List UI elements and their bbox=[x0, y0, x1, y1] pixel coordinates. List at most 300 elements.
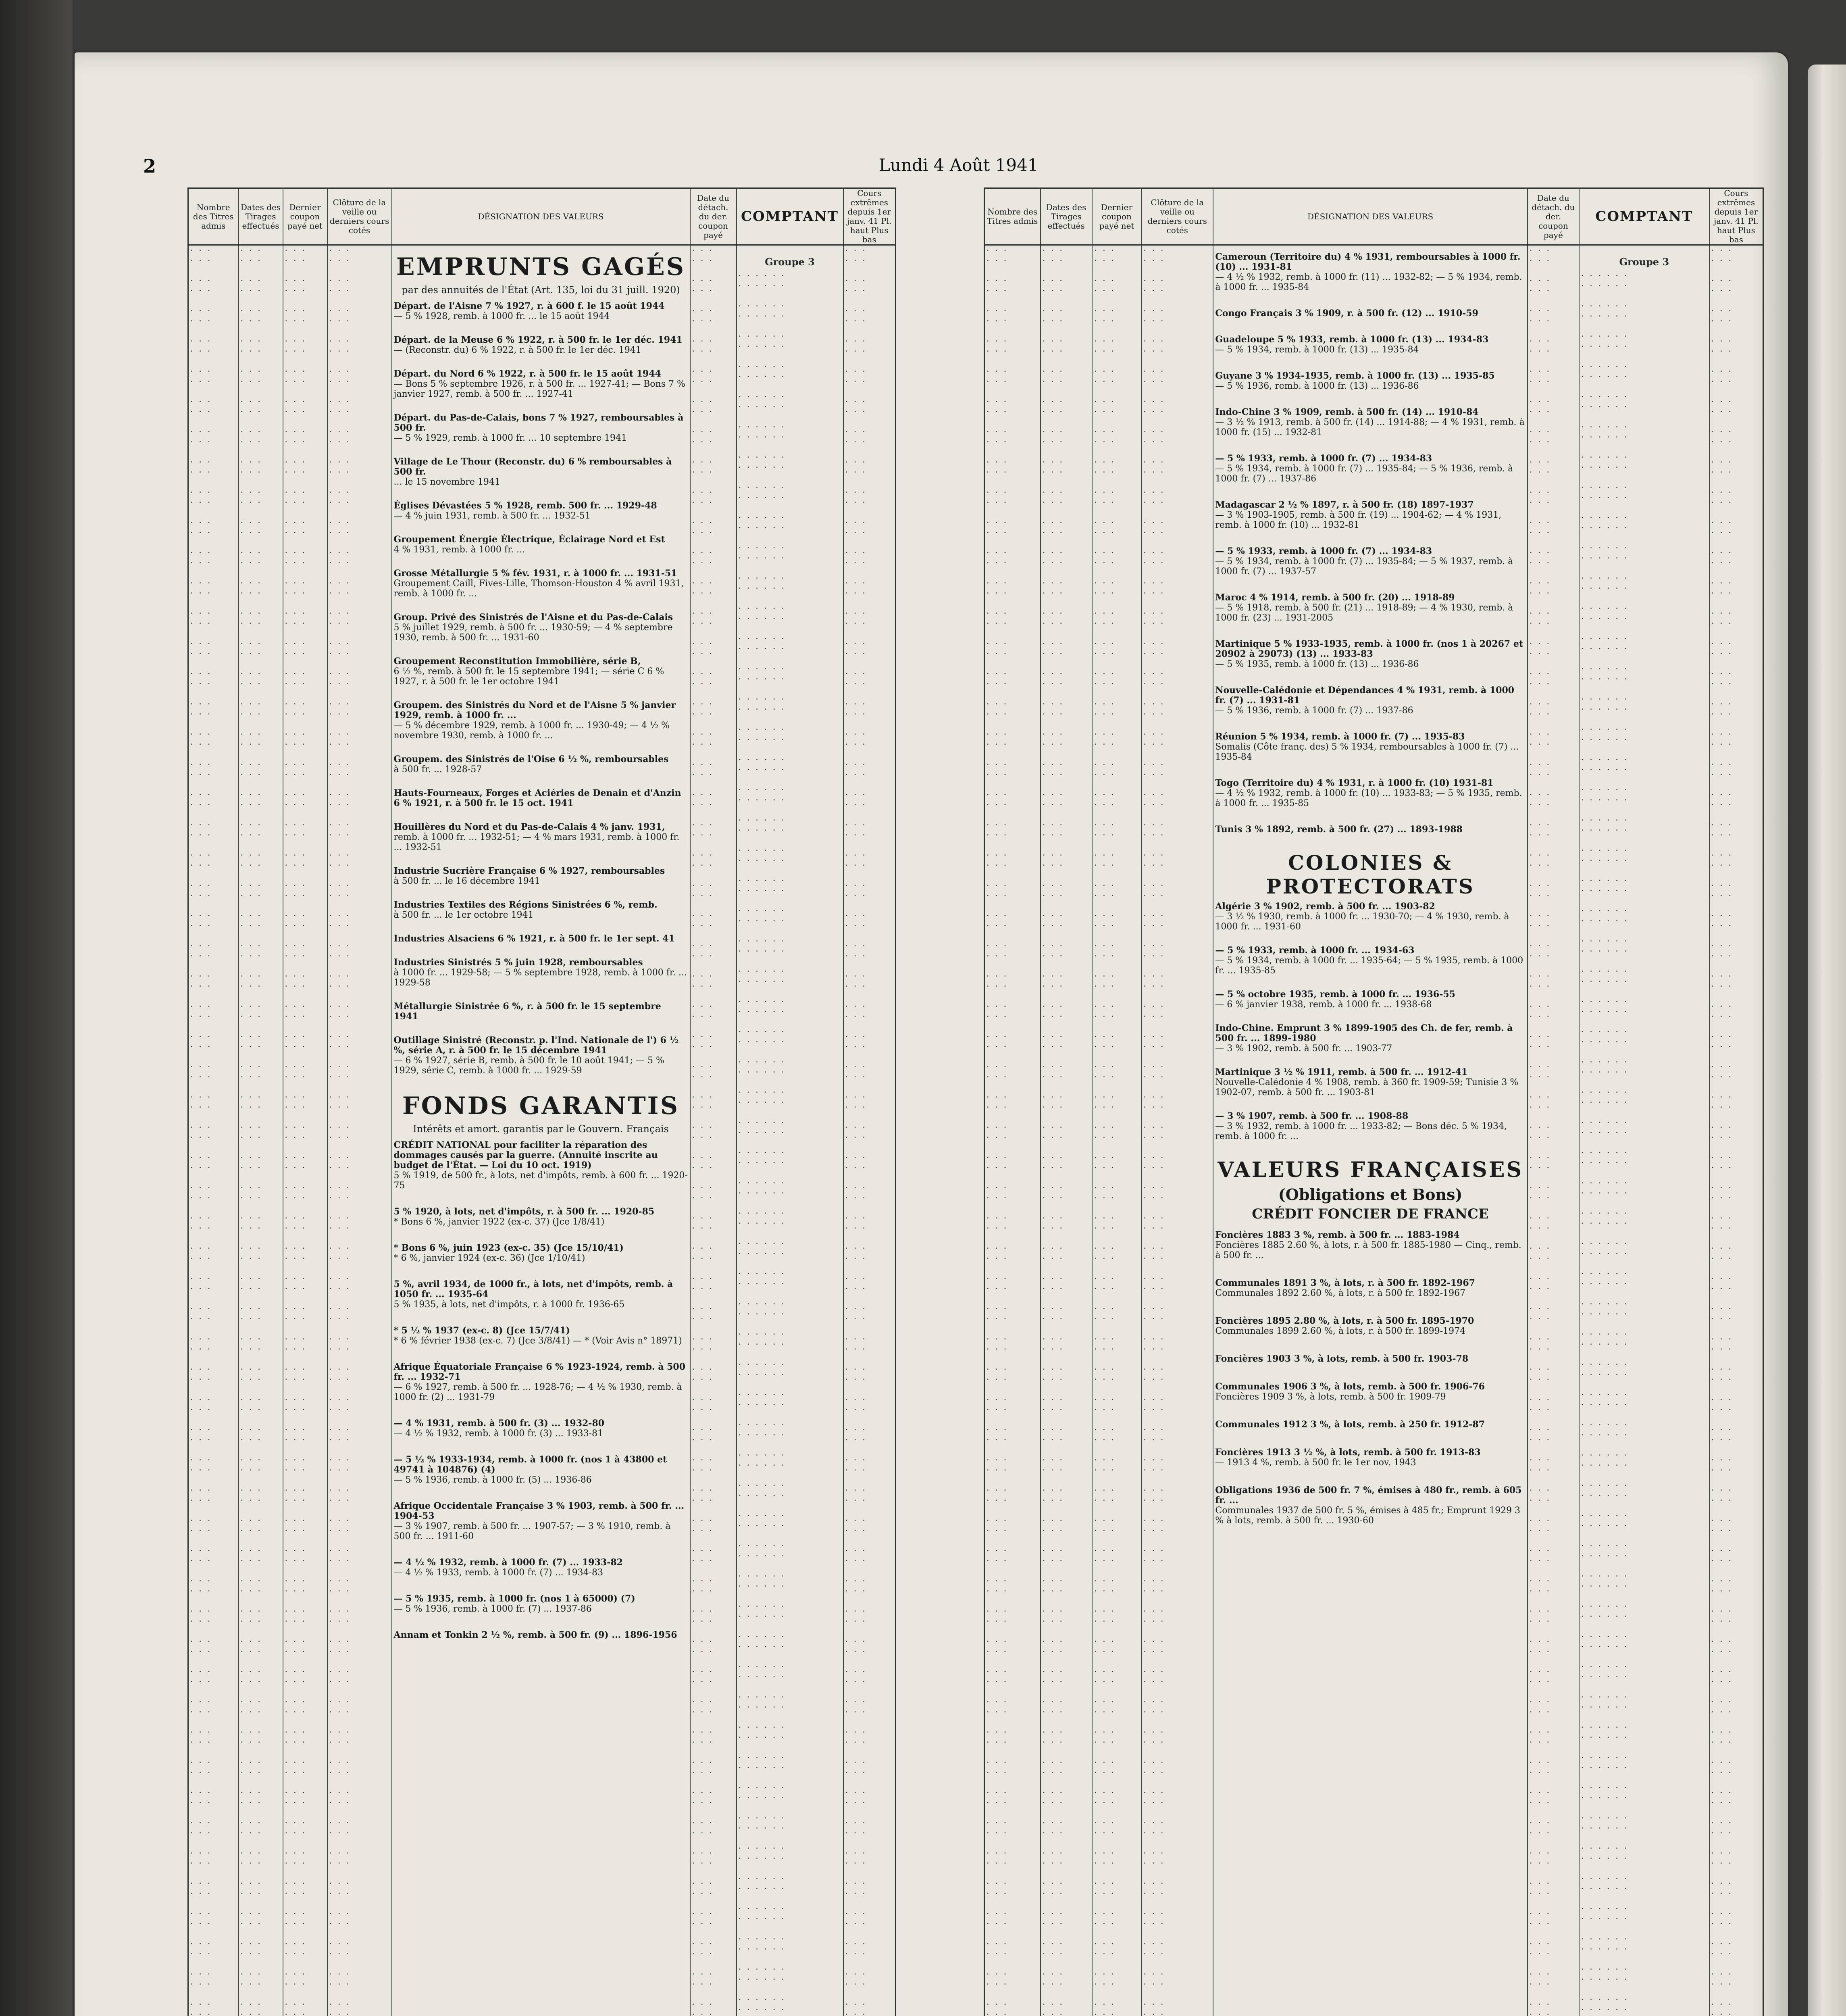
illegible-figure bbox=[986, 1475, 1039, 1485]
illegible-figure: · · · bbox=[986, 578, 1008, 588]
illegible-figure bbox=[1581, 1743, 1707, 1753]
illegible-figure: · · · bbox=[692, 1455, 714, 1465]
illegible-figure: · · · bbox=[190, 1254, 212, 1263]
illegible-figure bbox=[986, 326, 1039, 336]
illegible-figure bbox=[241, 871, 281, 881]
illegible-figure: · · · bbox=[692, 1969, 714, 1979]
illegible-figure bbox=[692, 326, 735, 336]
illegible-figure: · · · bbox=[1711, 518, 1733, 527]
illegible-figure bbox=[1094, 538, 1139, 548]
illegible-figure: · · · bbox=[692, 649, 714, 658]
illegible-figure: · · · bbox=[240, 1516, 262, 1525]
illegible-figure bbox=[739, 1622, 841, 1632]
illegible-figure bbox=[241, 326, 281, 336]
illegible-figure: · · · bbox=[1711, 679, 1733, 689]
illegible-figure bbox=[329, 417, 390, 427]
illegible-figure bbox=[285, 1475, 325, 1485]
illegible-figure bbox=[692, 1929, 735, 1939]
illegible-figure bbox=[329, 326, 390, 336]
illegible-figure: · · · bbox=[1094, 1586, 1116, 1596]
security-entry bbox=[1215, 593, 1525, 623]
illegible-figure: · · · · · · bbox=[738, 1491, 786, 1500]
illegible-figure: · · · · · · bbox=[738, 342, 786, 351]
illegible-figure: · · · bbox=[1529, 830, 1551, 840]
illegible-figure bbox=[845, 1415, 894, 1425]
illegible-figure: · · · bbox=[329, 498, 351, 507]
illegible-figure: · · · bbox=[190, 1828, 212, 1838]
illegible-figure bbox=[241, 1687, 281, 1697]
illegible-figure bbox=[329, 1627, 390, 1637]
security-title: Groupement Reconstitution Immobilière, série B, bbox=[393, 656, 641, 666]
illegible-figure: · · · bbox=[1094, 1364, 1116, 1374]
illegible-figure bbox=[190, 991, 237, 1002]
illegible-figure: · · · bbox=[1094, 881, 1116, 890]
illegible-figure: · · · bbox=[240, 336, 262, 346]
illegible-figure bbox=[845, 1687, 894, 1697]
security-title: Départ. de la Meuse 6 % 1922, r. à 500 fr. le 1er déc. 1941 bbox=[393, 335, 683, 345]
illegible-figure bbox=[845, 1747, 894, 1758]
illegible-figure bbox=[692, 1536, 735, 1546]
illegible-figure bbox=[1043, 1233, 1090, 1243]
illegible-figure: · · · bbox=[190, 1485, 212, 1495]
illegible-figure: · · · bbox=[329, 770, 351, 779]
illegible-figure bbox=[241, 1838, 281, 1848]
security-title: * 5 ½ % 1937 (ex-c. 8) (Jce 15/7/41) bbox=[393, 1325, 570, 1336]
illegible-figure: · · · · · · bbox=[1581, 977, 1629, 986]
illegible-figure: · · · bbox=[1143, 1304, 1165, 1314]
illegible-figure bbox=[241, 1445, 281, 1455]
illegible-figure: · · · bbox=[1094, 1284, 1116, 1293]
illegible-figure: · · · bbox=[240, 1616, 262, 1626]
illegible-figure bbox=[190, 1989, 237, 1999]
illegible-figure bbox=[739, 1652, 841, 1662]
illegible-figure bbox=[285, 810, 325, 820]
illegible-figure: · · · · · · bbox=[738, 422, 786, 432]
illegible-figure bbox=[1143, 1354, 1211, 1364]
illegible-figure: · · · bbox=[845, 1485, 867, 1495]
illegible-figure bbox=[1043, 296, 1090, 306]
illegible-figure: · · · bbox=[1143, 1949, 1165, 1959]
illegible-figure: · · · bbox=[986, 1102, 1008, 1112]
illegible-figure bbox=[1581, 775, 1707, 785]
illegible-figure: · · · bbox=[1143, 457, 1165, 467]
illegible-figure bbox=[986, 1566, 1039, 1576]
illegible-figure: · · · bbox=[285, 1556, 306, 1566]
illegible-figure bbox=[329, 1808, 390, 1818]
illegible-figure bbox=[692, 1596, 735, 1606]
illegible-figure bbox=[1094, 659, 1139, 669]
illegible-figure: · · · · · · bbox=[738, 402, 786, 412]
illegible-figure bbox=[329, 387, 390, 397]
illegible-figure bbox=[1043, 1475, 1090, 1485]
illegible-figure: · · · · · · bbox=[738, 644, 786, 654]
illegible-figure: · · · · · · bbox=[1581, 1632, 1629, 1641]
illegible-figure: · · · bbox=[986, 1919, 1008, 1929]
illegible-figure bbox=[1043, 1082, 1090, 1092]
security-title: — 5 ½ % 1933-1934, remb. à 1000 fr. (nos 1 à 43800 et 49741 à 104876) (4) bbox=[393, 1454, 667, 1475]
illegible-figure bbox=[845, 1294, 894, 1304]
illegible-figure: · · · bbox=[1711, 1284, 1733, 1293]
col-header-titres: Nombre des Titres admis bbox=[188, 188, 239, 245]
illegible-figure: · · · bbox=[190, 739, 212, 749]
illegible-figure bbox=[190, 447, 237, 457]
illegible-figure bbox=[739, 714, 841, 725]
illegible-figure: · · · bbox=[692, 709, 714, 719]
illegible-figure: · · · bbox=[1711, 1092, 1733, 1102]
illegible-figure bbox=[1043, 1294, 1090, 1304]
illegible-figure: · · · bbox=[1143, 1758, 1165, 1767]
illegible-figure bbox=[1043, 1929, 1090, 1939]
security-title: — 3 % 1907, remb. à 500 fr. ... 1908-88 bbox=[1215, 1111, 1409, 1121]
illegible-figure bbox=[739, 1833, 841, 1843]
illegible-figure: · · · bbox=[190, 1737, 212, 1747]
illegible-figure bbox=[1711, 1203, 1761, 1213]
illegible-figure bbox=[1043, 1627, 1090, 1637]
illegible-figure: · · · bbox=[240, 377, 262, 386]
illegible-figure: · · · bbox=[285, 1375, 306, 1384]
security-entry bbox=[394, 1002, 688, 1022]
illegible-figure: · · · bbox=[1094, 578, 1116, 588]
illegible-figure: · · · bbox=[285, 891, 306, 900]
illegible-figure: · · · bbox=[190, 2010, 212, 2016]
illegible-figure: · · · bbox=[190, 941, 212, 951]
illegible-figure: · · · bbox=[1529, 860, 1551, 870]
illegible-figure: · · · bbox=[1529, 558, 1551, 568]
illegible-figure: · · · bbox=[1143, 1062, 1165, 1072]
illegible-figure bbox=[241, 1566, 281, 1576]
illegible-figure: · · · · · · bbox=[1581, 1007, 1629, 1016]
security-title: Guyane 3 % 1934-1935, remb. à 1000 fr. (13) ... 1935-85 bbox=[1215, 371, 1495, 381]
illegible-figure: · · · bbox=[329, 1758, 351, 1767]
illegible-figure: · · · bbox=[190, 377, 212, 386]
illegible-figure: · · · bbox=[190, 619, 212, 628]
illegible-figure bbox=[1043, 750, 1090, 760]
illegible-figure bbox=[190, 1294, 237, 1304]
illegible-figure bbox=[1143, 508, 1211, 518]
table-body-row bbox=[188, 245, 896, 2016]
illegible-figure: · · · bbox=[240, 498, 262, 507]
illegible-figure: · · · bbox=[1094, 1737, 1116, 1747]
illegible-figure bbox=[1711, 508, 1761, 518]
illegible-figure: · · · bbox=[285, 2010, 306, 2016]
group-label: Groupe 3 bbox=[765, 256, 815, 268]
illegible-figure: · · · bbox=[1529, 1223, 1551, 1233]
illegible-figure bbox=[1530, 1445, 1577, 1455]
illegible-figure: · · · bbox=[1711, 608, 1733, 618]
illegible-figure bbox=[1581, 1168, 1707, 1178]
illegible-figure: · · · bbox=[845, 1516, 867, 1525]
illegible-figure bbox=[1711, 689, 1761, 699]
illegible-figure: · · · · · · bbox=[738, 704, 786, 714]
illegible-figure: · · · · · · bbox=[1581, 1521, 1629, 1531]
illegible-figure: · · · bbox=[1711, 306, 1733, 316]
illegible-figure: · · · · · · bbox=[738, 1722, 786, 1732]
illegible-figure: · · · bbox=[1094, 1798, 1116, 1808]
illegible-figure: · · · bbox=[1094, 397, 1116, 406]
illegible-figure: · · · bbox=[692, 1435, 714, 1445]
illegible-figure bbox=[692, 719, 735, 729]
illegible-figure bbox=[1711, 659, 1761, 669]
illegible-figure bbox=[1711, 1838, 1761, 1848]
illegible-figure: · · · · · · bbox=[1581, 704, 1629, 714]
illegible-figure: · · · bbox=[986, 1546, 1008, 1556]
illegible-figure bbox=[1530, 568, 1577, 578]
illegible-figure bbox=[329, 1445, 390, 1455]
illegible-figure bbox=[1094, 719, 1139, 729]
illegible-figure bbox=[190, 719, 237, 729]
illegible-figure bbox=[1043, 447, 1090, 457]
illegible-figure: · · · bbox=[1529, 1284, 1551, 1293]
illegible-figure bbox=[739, 563, 841, 573]
illegible-figure: · · · bbox=[1042, 971, 1064, 981]
illegible-figure: · · · bbox=[285, 1032, 306, 1041]
illegible-figure: · · · bbox=[240, 1879, 262, 1888]
illegible-figure bbox=[1711, 538, 1761, 548]
illegible-figure: · · · · · · bbox=[738, 1249, 786, 1258]
illegible-figure: · · · bbox=[986, 860, 1008, 870]
illegible-figure: · · · bbox=[1143, 850, 1165, 860]
illegible-figure: · · · bbox=[285, 1102, 306, 1112]
illegible-figure: · · · bbox=[1143, 518, 1165, 527]
illegible-figure: · · · bbox=[240, 860, 262, 870]
illegible-figure: · · · bbox=[285, 558, 306, 568]
illegible-figure bbox=[986, 1264, 1039, 1274]
illegible-figure bbox=[190, 1264, 237, 1274]
security-title: Industries Alsaciens 6 % 1921, r. à 500 fr. le 1er sept. 41 bbox=[393, 933, 675, 944]
illegible-figure: · · · bbox=[190, 1939, 212, 1949]
illegible-figure: · · · bbox=[190, 1798, 212, 1808]
illegible-figure: · · · bbox=[1094, 619, 1116, 628]
illegible-figure: · · · bbox=[240, 1788, 262, 1797]
illegible-figure: · · · bbox=[1143, 246, 1165, 255]
illegible-figure: · · · bbox=[1529, 709, 1551, 719]
illegible-figure: · · · bbox=[1529, 407, 1551, 417]
illegible-figure bbox=[1711, 1566, 1761, 1576]
illegible-figure bbox=[285, 1747, 325, 1758]
illegible-figure: · · · · · · bbox=[738, 856, 786, 865]
illegible-figure: · · · bbox=[1711, 1465, 1733, 1475]
illegible-figure: · · · · · · bbox=[1581, 1944, 1629, 1954]
illegible-figure: · · · bbox=[1711, 407, 1733, 417]
illegible-figure: · · · bbox=[1042, 739, 1064, 749]
security-title: Afrique Occidentale Française 3 % 1903, remb. à 500 fr. ... 1904-53 bbox=[393, 1501, 685, 1521]
illegible-figure: · · · bbox=[692, 1123, 714, 1132]
illegible-figure: · · · · · · bbox=[1581, 493, 1629, 502]
illegible-figure: · · · bbox=[986, 1727, 1008, 1737]
illegible-figure: · · · bbox=[845, 1858, 867, 1868]
col-designation-left bbox=[392, 245, 690, 2016]
security-entry bbox=[1215, 1230, 1525, 1260]
illegible-figure bbox=[1143, 1899, 1211, 1909]
security-entry bbox=[394, 788, 688, 808]
illegible-figure bbox=[692, 810, 735, 820]
illegible-figure: · · · · · · bbox=[738, 1995, 786, 2004]
illegible-figure: · · · bbox=[986, 639, 1008, 648]
illegible-figure: · · · bbox=[285, 1284, 306, 1293]
illegible-figure: · · · bbox=[1711, 1072, 1733, 1082]
illegible-figure: · · · · · · bbox=[1581, 966, 1629, 976]
illegible-figure: · · · bbox=[1143, 1697, 1165, 1707]
illegible-figure bbox=[845, 1324, 894, 1334]
illegible-figure: · · · bbox=[1094, 336, 1116, 346]
illegible-figure bbox=[1094, 1112, 1139, 1123]
illegible-figure bbox=[1043, 1566, 1090, 1576]
illegible-figure bbox=[329, 1415, 390, 1425]
illegible-figure: · · · bbox=[190, 437, 212, 447]
illegible-figure bbox=[1094, 840, 1139, 850]
illegible-figure: · · · · · · bbox=[738, 1602, 786, 1611]
illegible-figure: · · · bbox=[285, 1939, 306, 1949]
illegible-figure bbox=[986, 1929, 1039, 1939]
illegible-figure: · · · · · · bbox=[1581, 1753, 1629, 1762]
security-entry bbox=[1215, 252, 1525, 292]
illegible-figure: · · · bbox=[1711, 457, 1733, 467]
illegible-figure bbox=[1581, 1954, 1707, 1964]
illegible-figure bbox=[692, 750, 735, 760]
illegible-figure bbox=[285, 840, 325, 850]
illegible-figure: · · · bbox=[845, 770, 867, 779]
illegible-figure: · · · bbox=[1143, 800, 1165, 810]
illegible-figure: · · · · · · bbox=[1581, 1934, 1629, 1944]
security-entry bbox=[1215, 1420, 1525, 1430]
illegible-figure bbox=[1530, 1294, 1577, 1304]
illegible-figure bbox=[739, 1108, 841, 1118]
security-entry bbox=[1215, 407, 1525, 437]
illegible-figure: · · · bbox=[845, 498, 867, 507]
illegible-figure bbox=[1143, 1264, 1211, 1274]
illegible-figure bbox=[241, 810, 281, 820]
illegible-figure: · · · bbox=[285, 457, 306, 467]
security-entry bbox=[394, 866, 688, 886]
illegible-figure bbox=[1143, 780, 1211, 790]
illegible-figure bbox=[285, 1506, 325, 1516]
illegible-figure: · · · bbox=[329, 1637, 351, 1646]
illegible-figure: · · · bbox=[1094, 1677, 1116, 1687]
illegible-figure bbox=[692, 1778, 735, 1788]
illegible-figure bbox=[241, 750, 281, 760]
illegible-figure: · · · · · · bbox=[1581, 1098, 1629, 1107]
security-detail: 5 % juillet 1929, remb. à 500 fr. ... 1930-59; — 4 % septembre 1930, remb. à 500 fr. ... 1931-60 bbox=[393, 623, 673, 643]
illegible-figure: · · · bbox=[240, 1858, 262, 1868]
illegible-figure bbox=[1043, 1143, 1090, 1153]
illegible-figure: · · · · · · bbox=[1581, 1279, 1629, 1289]
illegible-figure: · · · bbox=[190, 1667, 212, 1677]
security-detail: — 3 % 1907, remb. à 500 fr. ... 1907-57; — 3 % 1910, remb. à 500 fr. ... 1911-60 bbox=[393, 1521, 671, 1541]
illegible-figure: · · · bbox=[1143, 1123, 1165, 1132]
illegible-figure: · · · bbox=[1529, 1123, 1551, 1132]
illegible-figure: · · · bbox=[1042, 1586, 1064, 1596]
illegible-figure: · · · · · · bbox=[738, 362, 786, 371]
illegible-figure: · · · bbox=[1094, 830, 1116, 840]
illegible-figure bbox=[1530, 266, 1577, 276]
illegible-figure bbox=[692, 1566, 735, 1576]
illegible-figure: · · · bbox=[692, 367, 714, 376]
illegible-figure: · · · bbox=[692, 729, 714, 739]
illegible-figure bbox=[1094, 447, 1139, 457]
security-detail: 5 % 1919, de 500 fr., à lots, net d'impôts, remb. à 600 fr. ... 1920-75 bbox=[393, 1170, 688, 1191]
col-header-dates: Dates des Tirages effectués bbox=[1041, 188, 1092, 245]
illegible-figure: · · · bbox=[285, 1405, 306, 1414]
illegible-figure: · · · · · · bbox=[1581, 1027, 1629, 1037]
illegible-figure: · · · bbox=[1042, 1274, 1064, 1283]
illegible-figure: · · · bbox=[240, 1798, 262, 1808]
illegible-figure: · · · bbox=[845, 1526, 867, 1535]
illegible-figure: · · · bbox=[1042, 1556, 1064, 1566]
illegible-figure bbox=[1711, 1929, 1761, 1939]
illegible-figure: · · · bbox=[1529, 1213, 1551, 1223]
illegible-figure: · · · bbox=[1529, 588, 1551, 598]
illegible-figure: · · · · · · bbox=[738, 966, 786, 976]
illegible-figure: · · · bbox=[329, 316, 351, 326]
table-header-row bbox=[984, 188, 1763, 245]
illegible-figure: · · · bbox=[285, 407, 306, 417]
illegible-figure: · · · bbox=[1042, 1949, 1064, 1959]
illegible-figure: · · · bbox=[240, 1606, 262, 1616]
illegible-figure bbox=[190, 931, 237, 941]
illegible-figure bbox=[1143, 477, 1211, 487]
illegible-figure bbox=[845, 1536, 894, 1546]
illegible-figure: · · · bbox=[845, 1758, 867, 1767]
illegible-figure bbox=[739, 956, 841, 966]
illegible-figure: · · · bbox=[1711, 377, 1733, 386]
security-detail: — 4 ½ % 1932, remb. à 1000 fr. (11) ... 1932-82; — 5 % 1934, remb. à 1000 fr. ... 1935-84 bbox=[1215, 272, 1522, 292]
illegible-figure: · · · · · · bbox=[738, 1783, 786, 1793]
illegible-figure: · · · bbox=[1143, 1828, 1165, 1838]
col-header-cloture: Clôture de la veille ou derniers cours cotés bbox=[1141, 188, 1213, 245]
illegible-figure: · · · bbox=[285, 1858, 306, 1868]
illegible-figure: · · · · · · bbox=[1581, 694, 1629, 704]
illegible-figure: · · · bbox=[329, 891, 351, 900]
illegible-figure: · · · bbox=[986, 981, 1008, 991]
illegible-figure bbox=[1581, 321, 1707, 331]
illegible-figure: · · · bbox=[329, 246, 351, 255]
illegible-figure: · · · bbox=[1042, 639, 1064, 648]
illegible-figure bbox=[190, 1657, 237, 1667]
illegible-figure: · · · bbox=[190, 487, 212, 497]
illegible-figure: · · · bbox=[1042, 1032, 1064, 1041]
illegible-figure: · · · bbox=[1529, 1102, 1551, 1112]
col-header-designation: DÉSIGNATION DES VALEURS bbox=[392, 188, 690, 245]
illegible-figure: · · · bbox=[1711, 1405, 1733, 1414]
security-detail: — 4 ½ % 1932, remb. à 1000 fr. (10) ... 1933-83; — 5 % 1935, remb. à 1000 fr. ... 1935-85 bbox=[1215, 788, 1522, 808]
illegible-figure: · · · bbox=[190, 1395, 212, 1404]
illegible-figure: · · · bbox=[1094, 1546, 1116, 1556]
illegible-figure bbox=[1530, 1112, 1577, 1123]
security-entry bbox=[1215, 1067, 1525, 1098]
illegible-figure: · · · bbox=[1094, 1909, 1116, 1918]
illegible-figure: · · · bbox=[240, 437, 262, 447]
illegible-figure: · · · · · · bbox=[1581, 1188, 1629, 1198]
illegible-figure: · · · bbox=[190, 1919, 212, 1929]
illegible-figure: · · · bbox=[1094, 1334, 1116, 1344]
illegible-figure: · · · bbox=[190, 1586, 212, 1596]
illegible-figure: · · · bbox=[1711, 1707, 1733, 1717]
illegible-figure: · · · bbox=[285, 951, 306, 961]
illegible-figure bbox=[285, 1778, 325, 1788]
illegible-figure: · · · bbox=[1711, 276, 1733, 285]
illegible-figure: · · · bbox=[1042, 1606, 1064, 1616]
illegible-figure: · · · bbox=[845, 921, 867, 931]
illegible-figure bbox=[329, 1566, 390, 1576]
illegible-figure: · · · bbox=[1042, 407, 1064, 417]
illegible-figure: · · · bbox=[240, 397, 262, 406]
illegible-figure bbox=[190, 1868, 237, 1879]
illegible-figure bbox=[1711, 1112, 1761, 1123]
illegible-figure bbox=[1043, 689, 1090, 699]
illegible-figure: · · · bbox=[329, 1435, 351, 1445]
illegible-figure: · · · · · · bbox=[1581, 765, 1629, 775]
security-detail: 4 % 1931, remb. à 1000 fr. ... bbox=[393, 545, 525, 555]
